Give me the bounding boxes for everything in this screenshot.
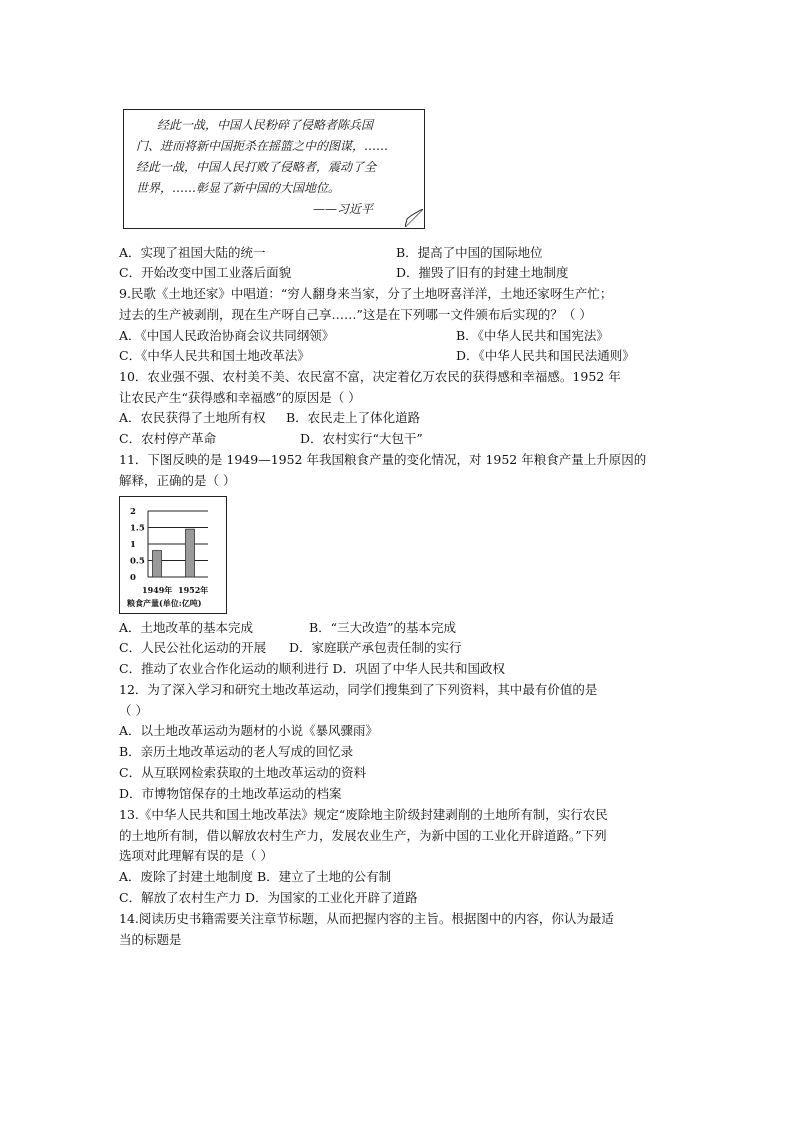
q12-option-b: B．亲历土地改革运动的老人写成的回忆录 [119, 744, 354, 759]
y-tick-label: 1 [130, 540, 136, 550]
q12-option-d: D．市博物馆保存的土地改革运动的档案 [119, 786, 342, 801]
q9-option-a: A．《中国人民政治协商会议共同纲领》 [119, 328, 335, 343]
q9-option-b: B．《中华人民共和国宪法》 [456, 328, 609, 343]
q13-stem-line-2: 的土地所有制，借以解放农村生产力，发展农业生产，为新中国的工业化开辟道路。”下列 [119, 828, 607, 843]
q10-option-b: B．农民走上了体化道路 [286, 410, 421, 425]
grain-output-chart [119, 496, 227, 614]
q8-option-c: C．开始改变中国工业落后面貌 [119, 265, 292, 280]
quote-box-fold [405, 209, 423, 227]
q14-stem-line-1: 14.阅读历史书籍需要关注章节标题，从而把握内容的主旨。根据图中的内容，你认为最适 [119, 911, 614, 926]
x-category-label: 1949年 [142, 585, 173, 595]
y-tick-label: 0 [130, 573, 136, 583]
q10-stem-line-1: 10．农业强不强、农村美不美、农民富不富，决定着亿万农民的获得感和幸福感。1952 年 [119, 369, 621, 384]
q9-option-c: C．《中华人民共和国土地改革法》 [119, 348, 310, 363]
q10-option-c: C．农村停产革命 [119, 431, 217, 446]
q11-option-a: A．土地改革的基本完成 [119, 620, 254, 635]
q12-stem-line-2: （ ） [119, 703, 148, 718]
quote-line-1: 经此一战，中国人民粉碎了侵略者陈兵国 [157, 118, 374, 132]
q8-option-d: D．摧毁了旧有的封建土地制度 [396, 265, 569, 280]
q9-option-d: D．《中华人民共和国民法通则》 [456, 348, 635, 363]
grain-output-chart-svg [120, 497, 226, 613]
q11-option-b: B．“三大改造”的基本完成 [309, 620, 456, 635]
q14-stem-line-2: 当的标题是 [119, 932, 182, 947]
q13-stem-line-1: 13.《中华人民共和国土地改革法》规定“废除地主阶级封建剥削的土地所有制，实行农民 [119, 807, 608, 822]
y-tick-label: 0.5 [130, 556, 145, 567]
q8-option-b: B．提高了中国的国际地位 [396, 245, 543, 260]
quote-line-3: 经此一战，中国人民打败了侵略者，震动了全 [136, 160, 377, 174]
y-tick-label: 2 [130, 507, 136, 517]
q12-option-a: A．以土地改革运动为题材的小说《暴风骤雨》 [119, 723, 379, 738]
quote-line-4: 世界，……彰显了新中国的大国地位。 [136, 181, 341, 195]
q11-option-cd-line: C．推动了农业合作化运动的顺利进行 D．巩固了中华人民共和国政权 [119, 661, 506, 676]
q10-stem-line-2: 让农民产生“获得感和幸福感”的原因是（ ） [119, 390, 361, 405]
q13-stem-line-3: 选项对此理解有误的是（ ） [119, 848, 273, 863]
q12-stem-line-1: 12．为了深入学习和研究土地改革运动，同学们搜集到了下列资料，其中最有价值的是 [119, 682, 598, 697]
bar-1952年 [186, 529, 195, 577]
q13-options-cd: C．解放了农村生产力 D．为国家的工业化开辟了道路 [119, 890, 418, 905]
y-tick-label: 1.5 [130, 523, 145, 534]
quote-line-2: 门、进而将新中国扼杀在摇篮之中的图谋，…… [136, 139, 389, 153]
q9-stem-line-1: 9.民歌《土地还家》中唱道：“穷人翻身来当家，分了土地呀喜洋洋，土地还家呀生产忙； [119, 286, 613, 301]
q11-option-c: C．人民公社化运动的开展 [119, 640, 267, 655]
q9-stem-line-2: 过去的生产被剥削，现在生产呀自己享……”这是在下列哪一文件颁布后实现的？（ ） [119, 307, 592, 322]
bar-1949年 [153, 551, 162, 577]
q12-option-c: C．从互联网检索获取的土地改革运动的资料 [119, 765, 367, 780]
q11-option-d: D．家庭联产承包责任制的实行 [289, 640, 462, 655]
q11-stem-line-1: 11．下图反映的是 1949—1952 年我国粮食产量的变化情况，对 1952 年粮食产量上升原因的 [119, 452, 647, 467]
q13-options-ab: A．废除了封建土地制度 B．建立了土地的公有制 [119, 869, 392, 884]
q11-stem-line-2: 解释，正确的是（ ） [119, 473, 236, 488]
q10-option-d: D．农村实行“大包干” [300, 431, 423, 446]
x-category-label: 1952年 [178, 585, 209, 595]
q10-option-a: A．农民获得了土地所有权 [119, 410, 266, 425]
quote-author: ——习近平 [313, 202, 374, 216]
x-axis-label: 粮食产量(单位:亿吨) [127, 598, 202, 608]
q8-option-a: A．实现了祖国大陆的统一 [119, 245, 266, 260]
